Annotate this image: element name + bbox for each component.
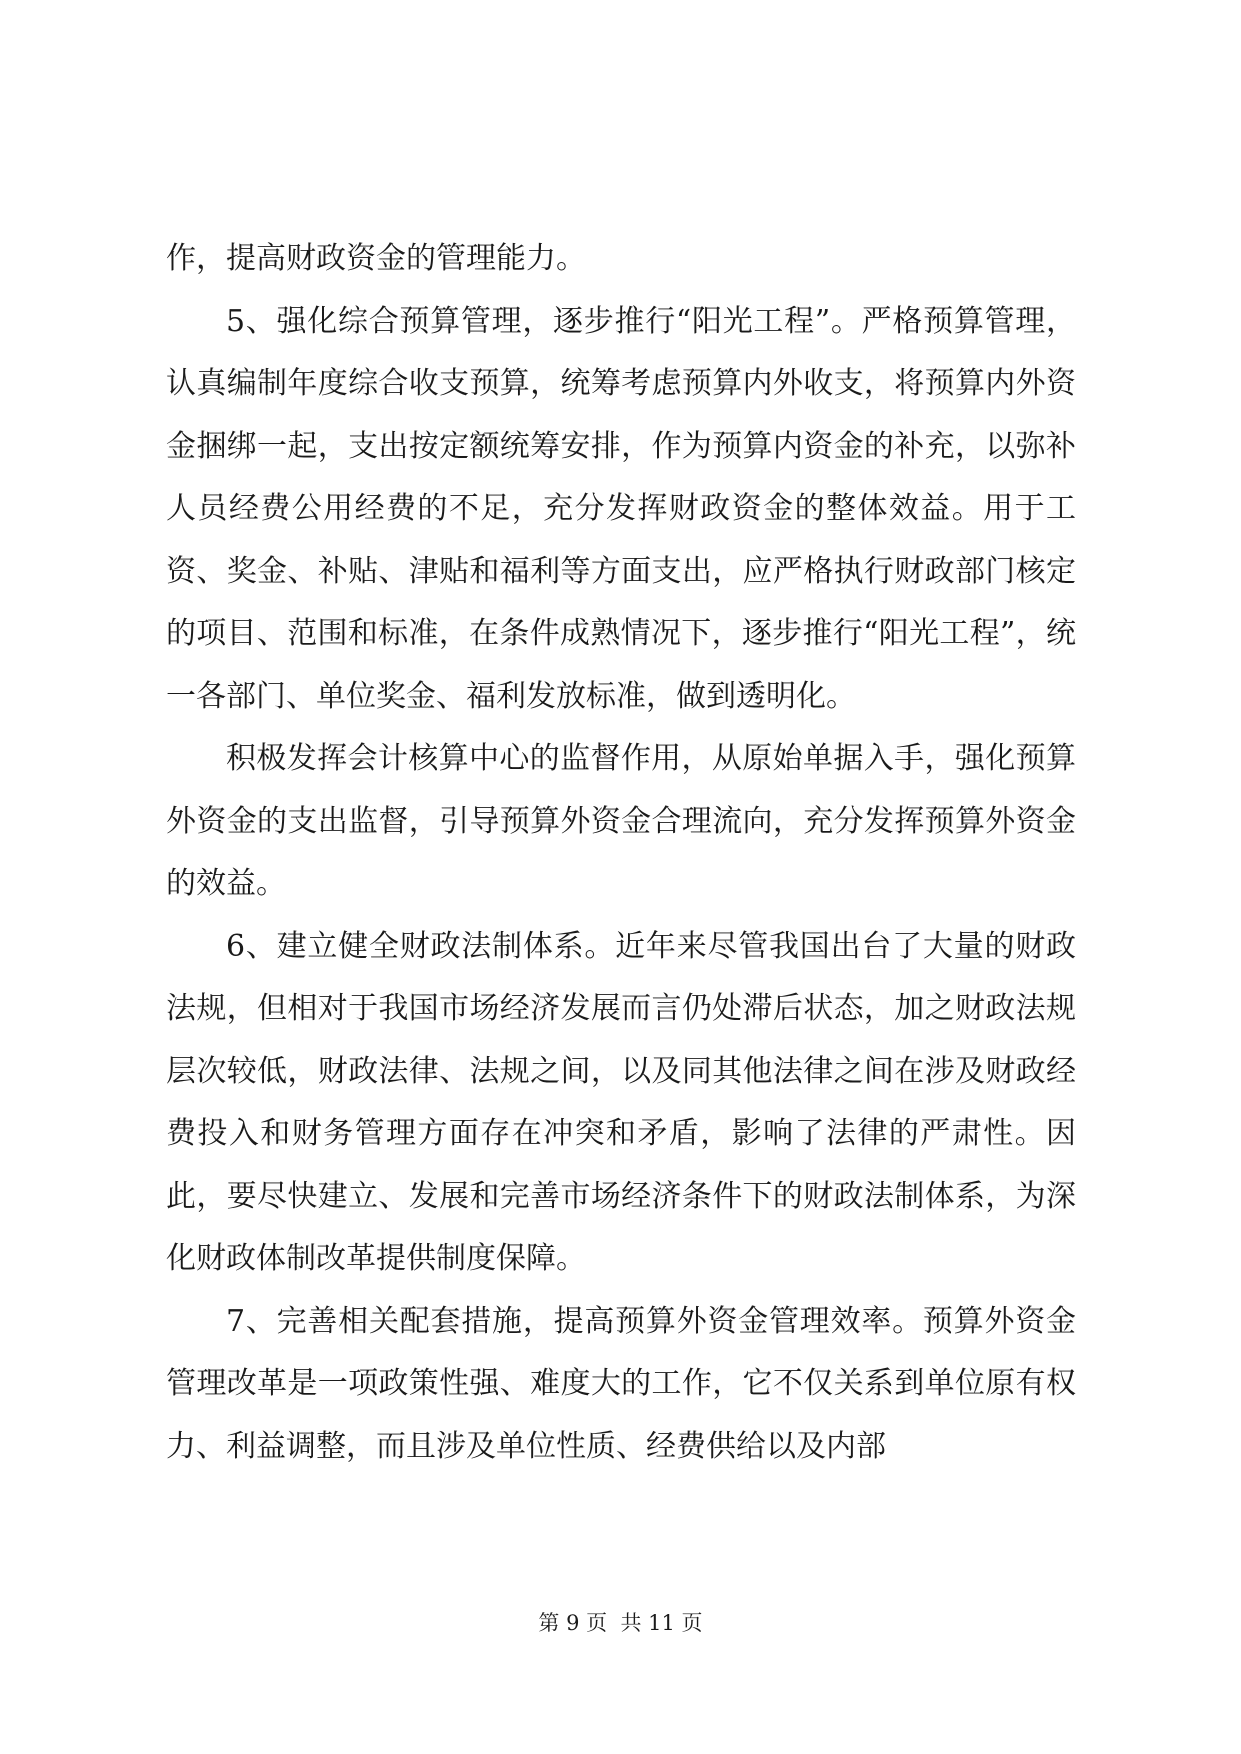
document-body	[166, 228, 1076, 1478]
page-number-label: 第 9 页 共 11 页	[538, 1611, 703, 1635]
paragraph-continuation: 作，提高财政资金的管理能力。	[166, 241, 586, 276]
page-footer	[0, 1608, 1241, 1638]
paragraph-item-7: 7、完善相关配套措施，提高预算外资金管理效率。预算外资金管理改革是一项政策性强、难度大的工作，它不仅关系到单位原有权力、利益调整，而且涉及单位性质、经费供给以及内部	[166, 1303, 1076, 1464]
paragraph-item-6: 6、建立健全财政法制体系。近年来尽管我国出台了大量的财政法规，但相对于我国市场经济发展而言仍处滞后状态，加之财政法规层次较低，财政法律、法规之间，以及同其他法律之间在涉及财政经费投入和财务管理方面存在冲突和矛盾，影响了法律的严肃性。因此，要尽快建立、发展和完善市场经济条件下的财政法制体系，为深化财政体制改革提供制度保障。	[166, 928, 1076, 1276]
paragraph-item-5: 5、强化综合预算管理，逐步推行“阳光工程”。严格预算管理，认真编制年度综合收支预算，统筹考虑预算内外收支，将预算内外资金捆绑一起，支出按定额统筹安排，作为预算内资金的补充，以弥补人员经费公用经费的不足，充分发挥财政资金的整体效益。用于工资、奖金、补贴、津贴和福利等方面支出，应严格执行财政部门核定的项目、范围和标准，在条件成熟情况下，逐步推行“阳光工程”，统一各部门、单位奖金、福利发放标准，做到透明化。	[166, 303, 1076, 714]
paragraph-accounting-center: 积极发挥会计核算中心的监督作用，从原始单据入手，强化预算外资金的支出监督，引导预算外资金合理流向，充分发挥预算外资金的效益。	[166, 741, 1076, 901]
